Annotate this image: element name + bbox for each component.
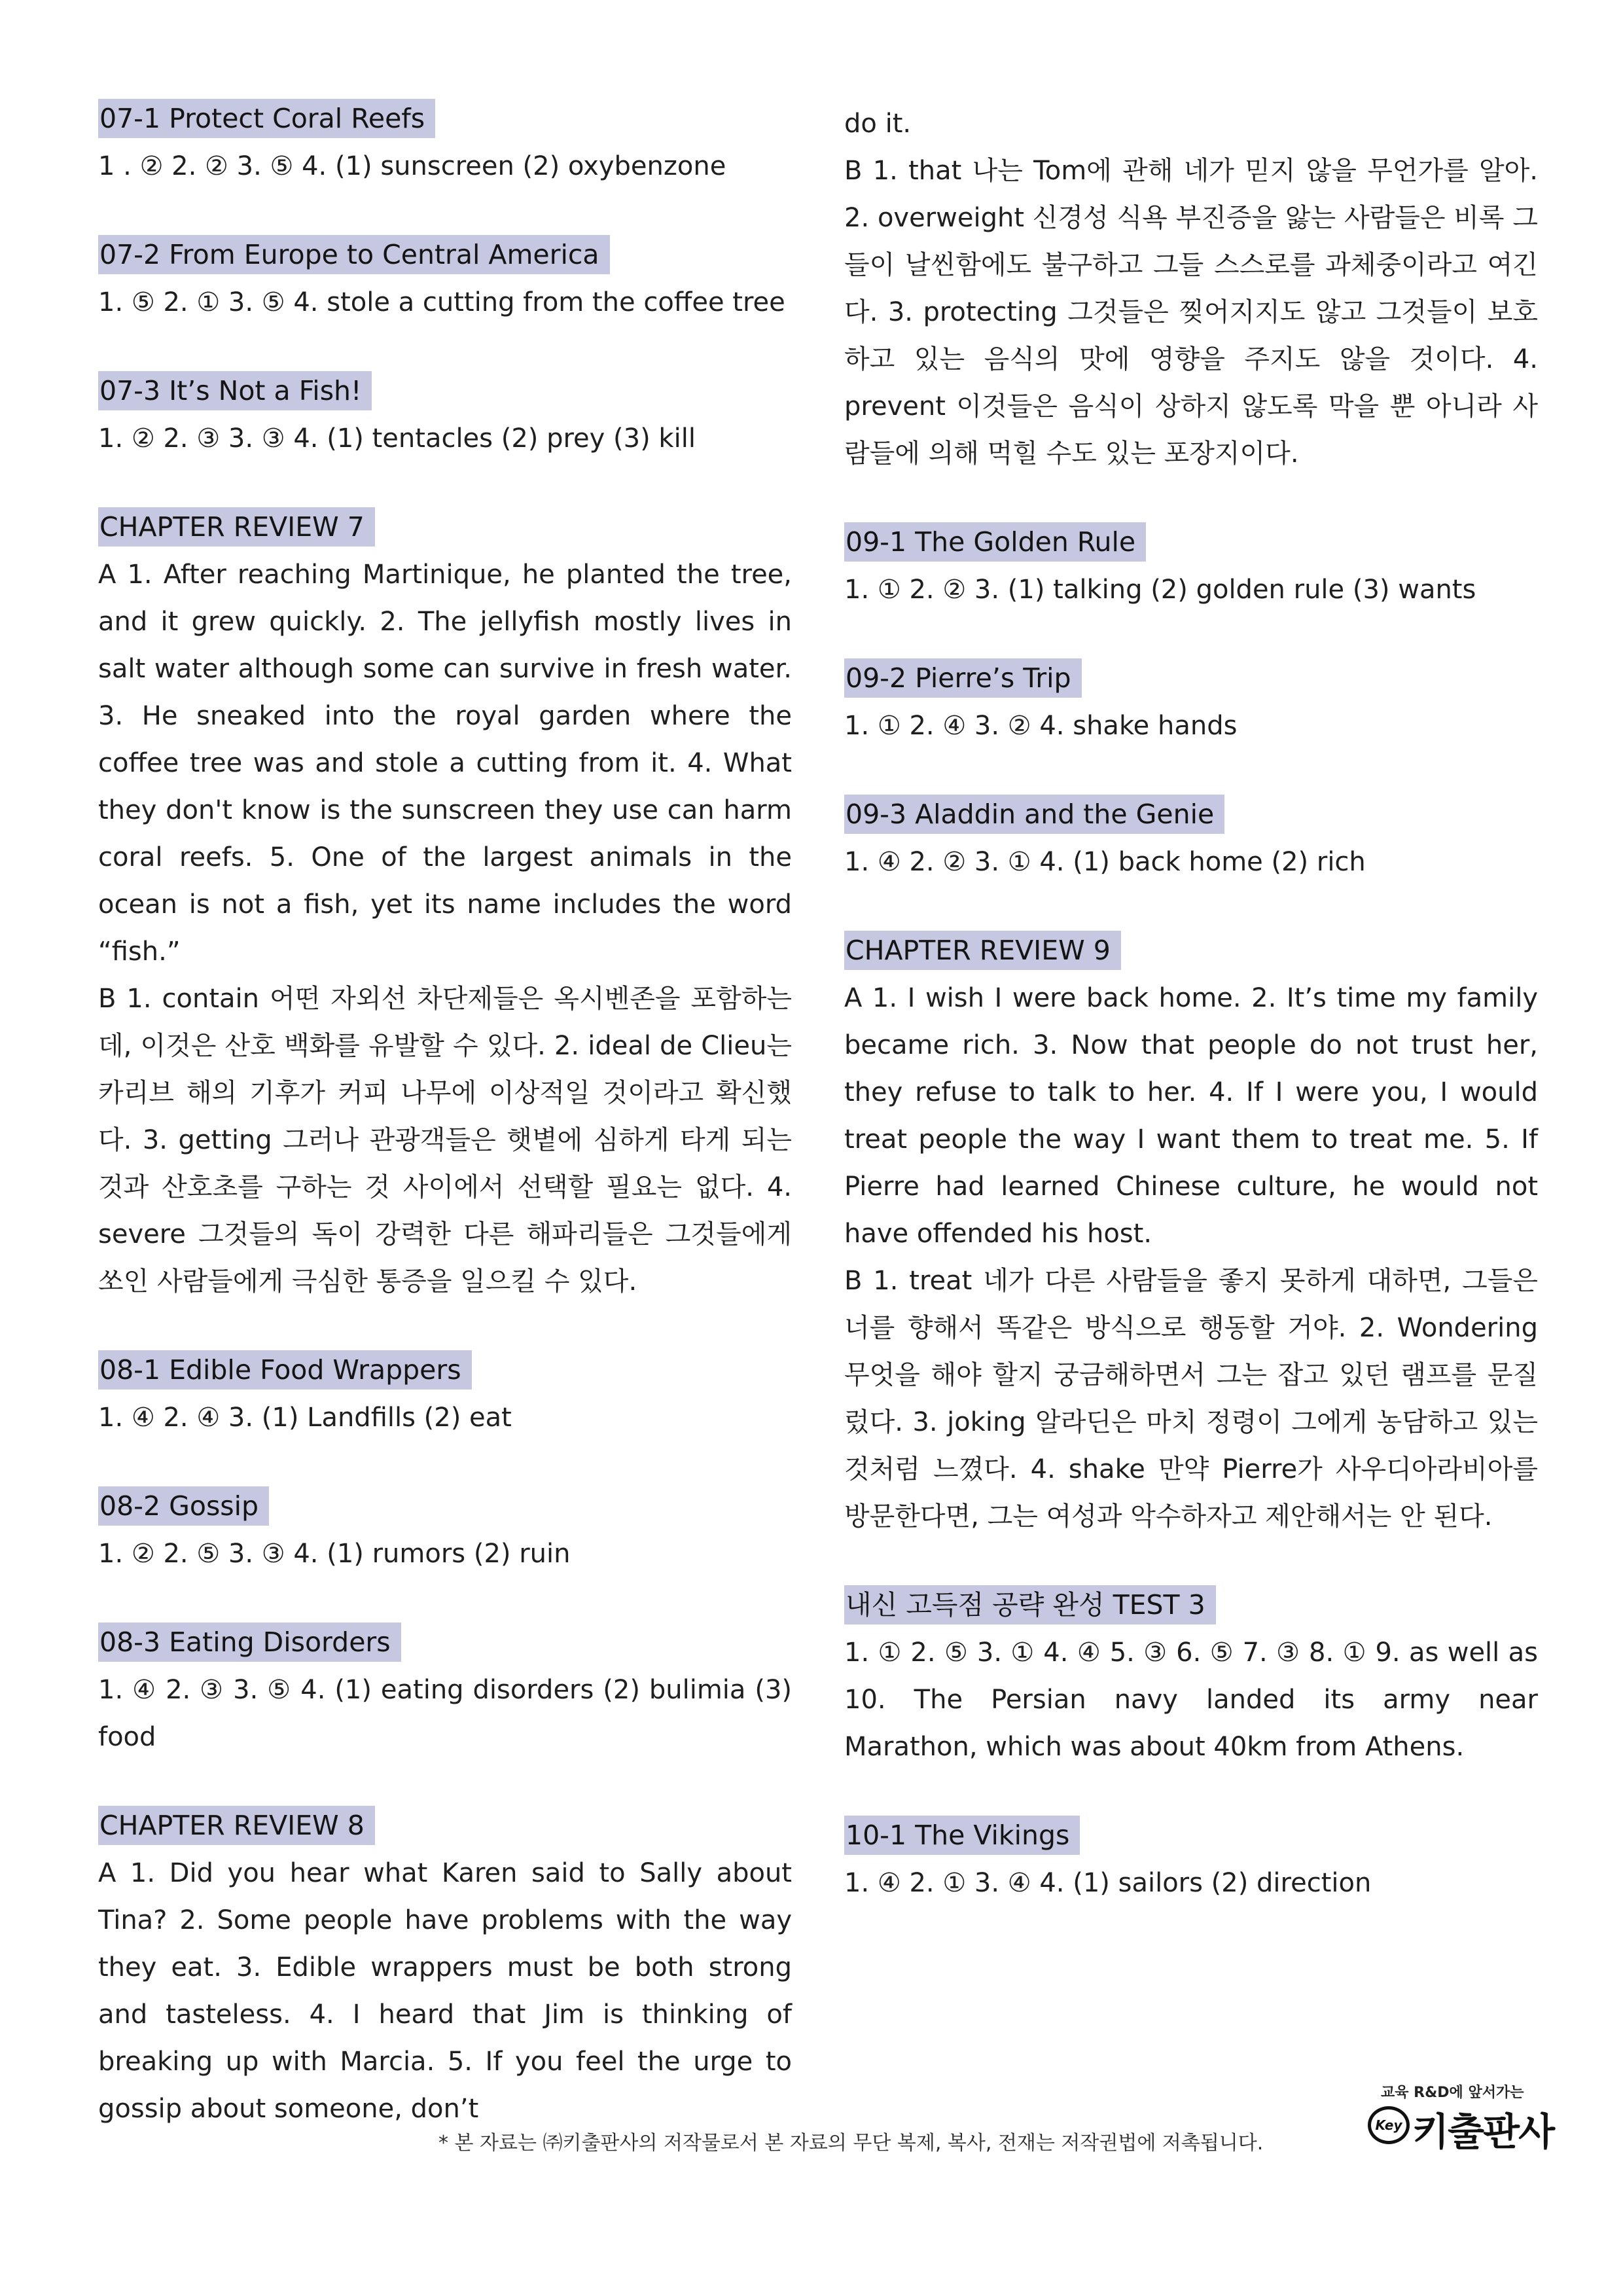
- answer-text-part-a: A 1. I wish I were back home. 2. It’s time my family became rich. 3. Now that people do not trust her, they refuse to talk to her. 4. If I were you, I would treat people the way I want them to treat me. 5. If Pierre had learned Chinese culture, he would not have offended his host.: [844, 983, 1538, 1249]
- answer-section: [98, 1619, 792, 1761]
- section-body: [98, 1666, 792, 1761]
- section-body: [98, 415, 792, 462]
- answer-text: 1. ④ 2. ③ 3. ⑤ 4. (1) eating disorders (2) bulimia (3) food: [98, 1675, 792, 1752]
- answer-text: 1 . ② 2. ② 3. ⑤ 4. (1) sunscreen (2) oxybenzone: [98, 151, 726, 181]
- answer-section: [98, 96, 792, 190]
- section-body: [844, 1629, 1538, 1770]
- answer-section: [98, 232, 792, 326]
- answer-text: 1. ⑤ 2. ① 3. ⑤ 4. stole a cutting from the coffee tree: [98, 287, 785, 317]
- key-logo-icon: Key: [1368, 2106, 1410, 2144]
- section-body: [98, 279, 792, 326]
- section-body: [844, 566, 1538, 613]
- chapter-review-section: [98, 504, 792, 1305]
- section-heading: CHAPTER REVIEW 9: [844, 931, 1121, 970]
- continued-section: [844, 100, 1538, 477]
- section-body: [98, 1394, 792, 1441]
- logo-tagline: 교육 R&D에 앞서가는: [1381, 2085, 1524, 2101]
- answer-text-part-b: B 1. treat 네가 다른 사람들을 좋지 못하게 대하면, 그들은 너를 향해서 똑같은 방식으로 행동할 거야. 2. Wondering 무엇을 해야 할지 궁금해하면서 그는 잡고 있던 램프를 문질렀다. 3. joking 알라딘은 마치 정령이 그에게 농담하고 있는 것처럼 느꼈다. 4. shake 만약 Pierre가 사우디아라비아를 방문한다면, 그는 여성과 악수하자고 제안해서는 안 된다.: [844, 1266, 1538, 1532]
- publisher-logo: [1368, 2081, 1554, 2154]
- answer-section: [98, 368, 792, 462]
- section-body: [844, 975, 1538, 1540]
- answer-section: [98, 1483, 792, 1577]
- chapter-review-section: [844, 927, 1538, 1540]
- chapter-review-section: [98, 1803, 792, 2132]
- answer-section: [844, 1812, 1538, 1907]
- right-column: [844, 100, 1538, 1948]
- section-body: [844, 1859, 1538, 1907]
- section-heading: 09-3 Aladdin and the Genie: [844, 795, 1224, 834]
- answer-text: 1. ① 2. ② 3. (1) talking (2) golden rule (3) wants: [844, 575, 1476, 605]
- section-heading: 08-2 Gossip: [98, 1486, 269, 1526]
- section-heading: 07-1 Protect Coral Reefs: [98, 99, 435, 138]
- section-body: [844, 702, 1538, 749]
- section-body: [98, 1850, 792, 2132]
- answer-text: 1. ① 2. ⑤ 3. ① 4. ④ 5. ③ 6. ⑤ 7. ③ 8. ① 9. as well as 10. The Persian navy landed its army near Marathon, which was about 40km from Athens.: [844, 1638, 1538, 1762]
- section-body: [844, 100, 1538, 477]
- section-heading: 07-2 From Europe to Central America: [98, 235, 610, 274]
- section-body: [98, 551, 792, 1305]
- answer-text: 1. ④ 2. ② 3. ① 4. (1) back home (2) rich: [844, 847, 1366, 877]
- answer-text-part-a: A 1. Did you hear what Karen said to Sally about Tina? 2. Some people have problems with the way they eat. 3. Edible wrappers must be both strong and tasteless. 4. I heard that Jim is thinking of breaking up with Marcia. 5. If you feel the urge to gossip about someone, don’t: [98, 1858, 792, 2124]
- section-body: [98, 143, 792, 190]
- section-heading: 내신 고득점 공략 완성 TEST 3: [844, 1585, 1216, 1624]
- section-heading: CHAPTER REVIEW 7: [98, 507, 375, 547]
- answer-text-part-a: A 1. After reaching Martinique, he planted the tree, and it grew quickly. 2. The jellyfish mostly lives in salt water although some can survive in fresh water. 3. He sneaked into the royal garden where the coffee tree was and stole a cutting from it. 4. What they don't know is the sunscreen they use can harm coral reefs. 5. One of the largest animals in the ocean is not a fish, yet its name includes the word “fish.”: [98, 560, 792, 967]
- answer-text: 1. ④ 2. ④ 3. (1) Landfills (2) eat: [98, 1403, 512, 1433]
- answer-text: 1. ② 2. ③ 3. ③ 4. (1) tentacles (2) prey (3) kill: [98, 423, 696, 454]
- answer-section: [844, 655, 1538, 749]
- answer-text-part-b: B 1. contain 어떤 자외선 차단제들은 옥시벤존을 포함하는데, 이것은 산호 백화를 유발할 수 있다. 2. ideal de Clieu는 카리브 해의 기후가 커피 나무에 이상적일 것이라고 확신했다. 3. getting 그러나 관광객들은 햇볕에 심하게 타게 되는 것과 산호초를 구하는 것 사이에서 선택할 필요는 없다. 4. severe 그것들의 독이 강력한 다른 해파리들은 그것들에게 쏘인 사람들에게 극심한 통증을 일으킬 수 있다.: [98, 984, 792, 1297]
- section-heading: 08-3 Eating Disorders: [98, 1623, 401, 1662]
- section-heading: 09-1 The Golden Rule: [844, 522, 1146, 562]
- answer-text: 1. ④ 2. ① 3. ④ 4. (1) sailors (2) direction: [844, 1868, 1372, 1898]
- copyright-notice: * 본 자료는 ㈜키출판사의 저작물로서 본 자료의 무단 복제, 복사, 전재는 저작권법에 저촉됩니다.: [438, 2132, 1264, 2155]
- section-heading: CHAPTER REVIEW 8: [98, 1806, 375, 1845]
- section-heading: 07-3 It’s Not a Fish!: [98, 371, 372, 410]
- answer-text: 1. ① 2. ④ 3. ② 4. shake hands: [844, 711, 1238, 741]
- section-body: [844, 838, 1538, 886]
- answer-section: [844, 519, 1538, 613]
- section-heading: 10-1 The Vikings: [844, 1816, 1080, 1855]
- answer-section: [844, 791, 1538, 886]
- answer-text-continued: do it.: [844, 109, 912, 139]
- section-heading: 08-1 Edible Food Wrappers: [98, 1350, 472, 1390]
- left-column: [98, 96, 792, 2174]
- test-section: [844, 1582, 1538, 1770]
- logo-name: 키출판사: [1412, 2109, 1554, 2154]
- answer-text: 1. ② 2. ⑤ 3. ③ 4. (1) rumors (2) ruin: [98, 1539, 571, 1569]
- answer-section: [98, 1347, 792, 1441]
- answer-text-part-b: B 1. that 나는 Tom에 관해 네가 믿지 않을 무언가를 알아. 2. overweight 신경성 식욕 부진증을 앓는 사람들은 비록 그들이 날씬함에도 불구하고 그들 스스로를 과체중이라고 여긴다. 3. protecting 그것들은 찢어지지도 않고 그것들이 보호하고 있는 음식의 맛에 영향을 주지도 않을 것이다. 4. prevent 이것들은 음식이 상하지 않도록 막을 뿐 아니라 사람들에 의해 먹힐 수도 있는 포장지이다.: [844, 156, 1538, 469]
- section-body: [98, 1530, 792, 1577]
- section-heading: 09-2 Pierre’s Trip: [844, 658, 1082, 698]
